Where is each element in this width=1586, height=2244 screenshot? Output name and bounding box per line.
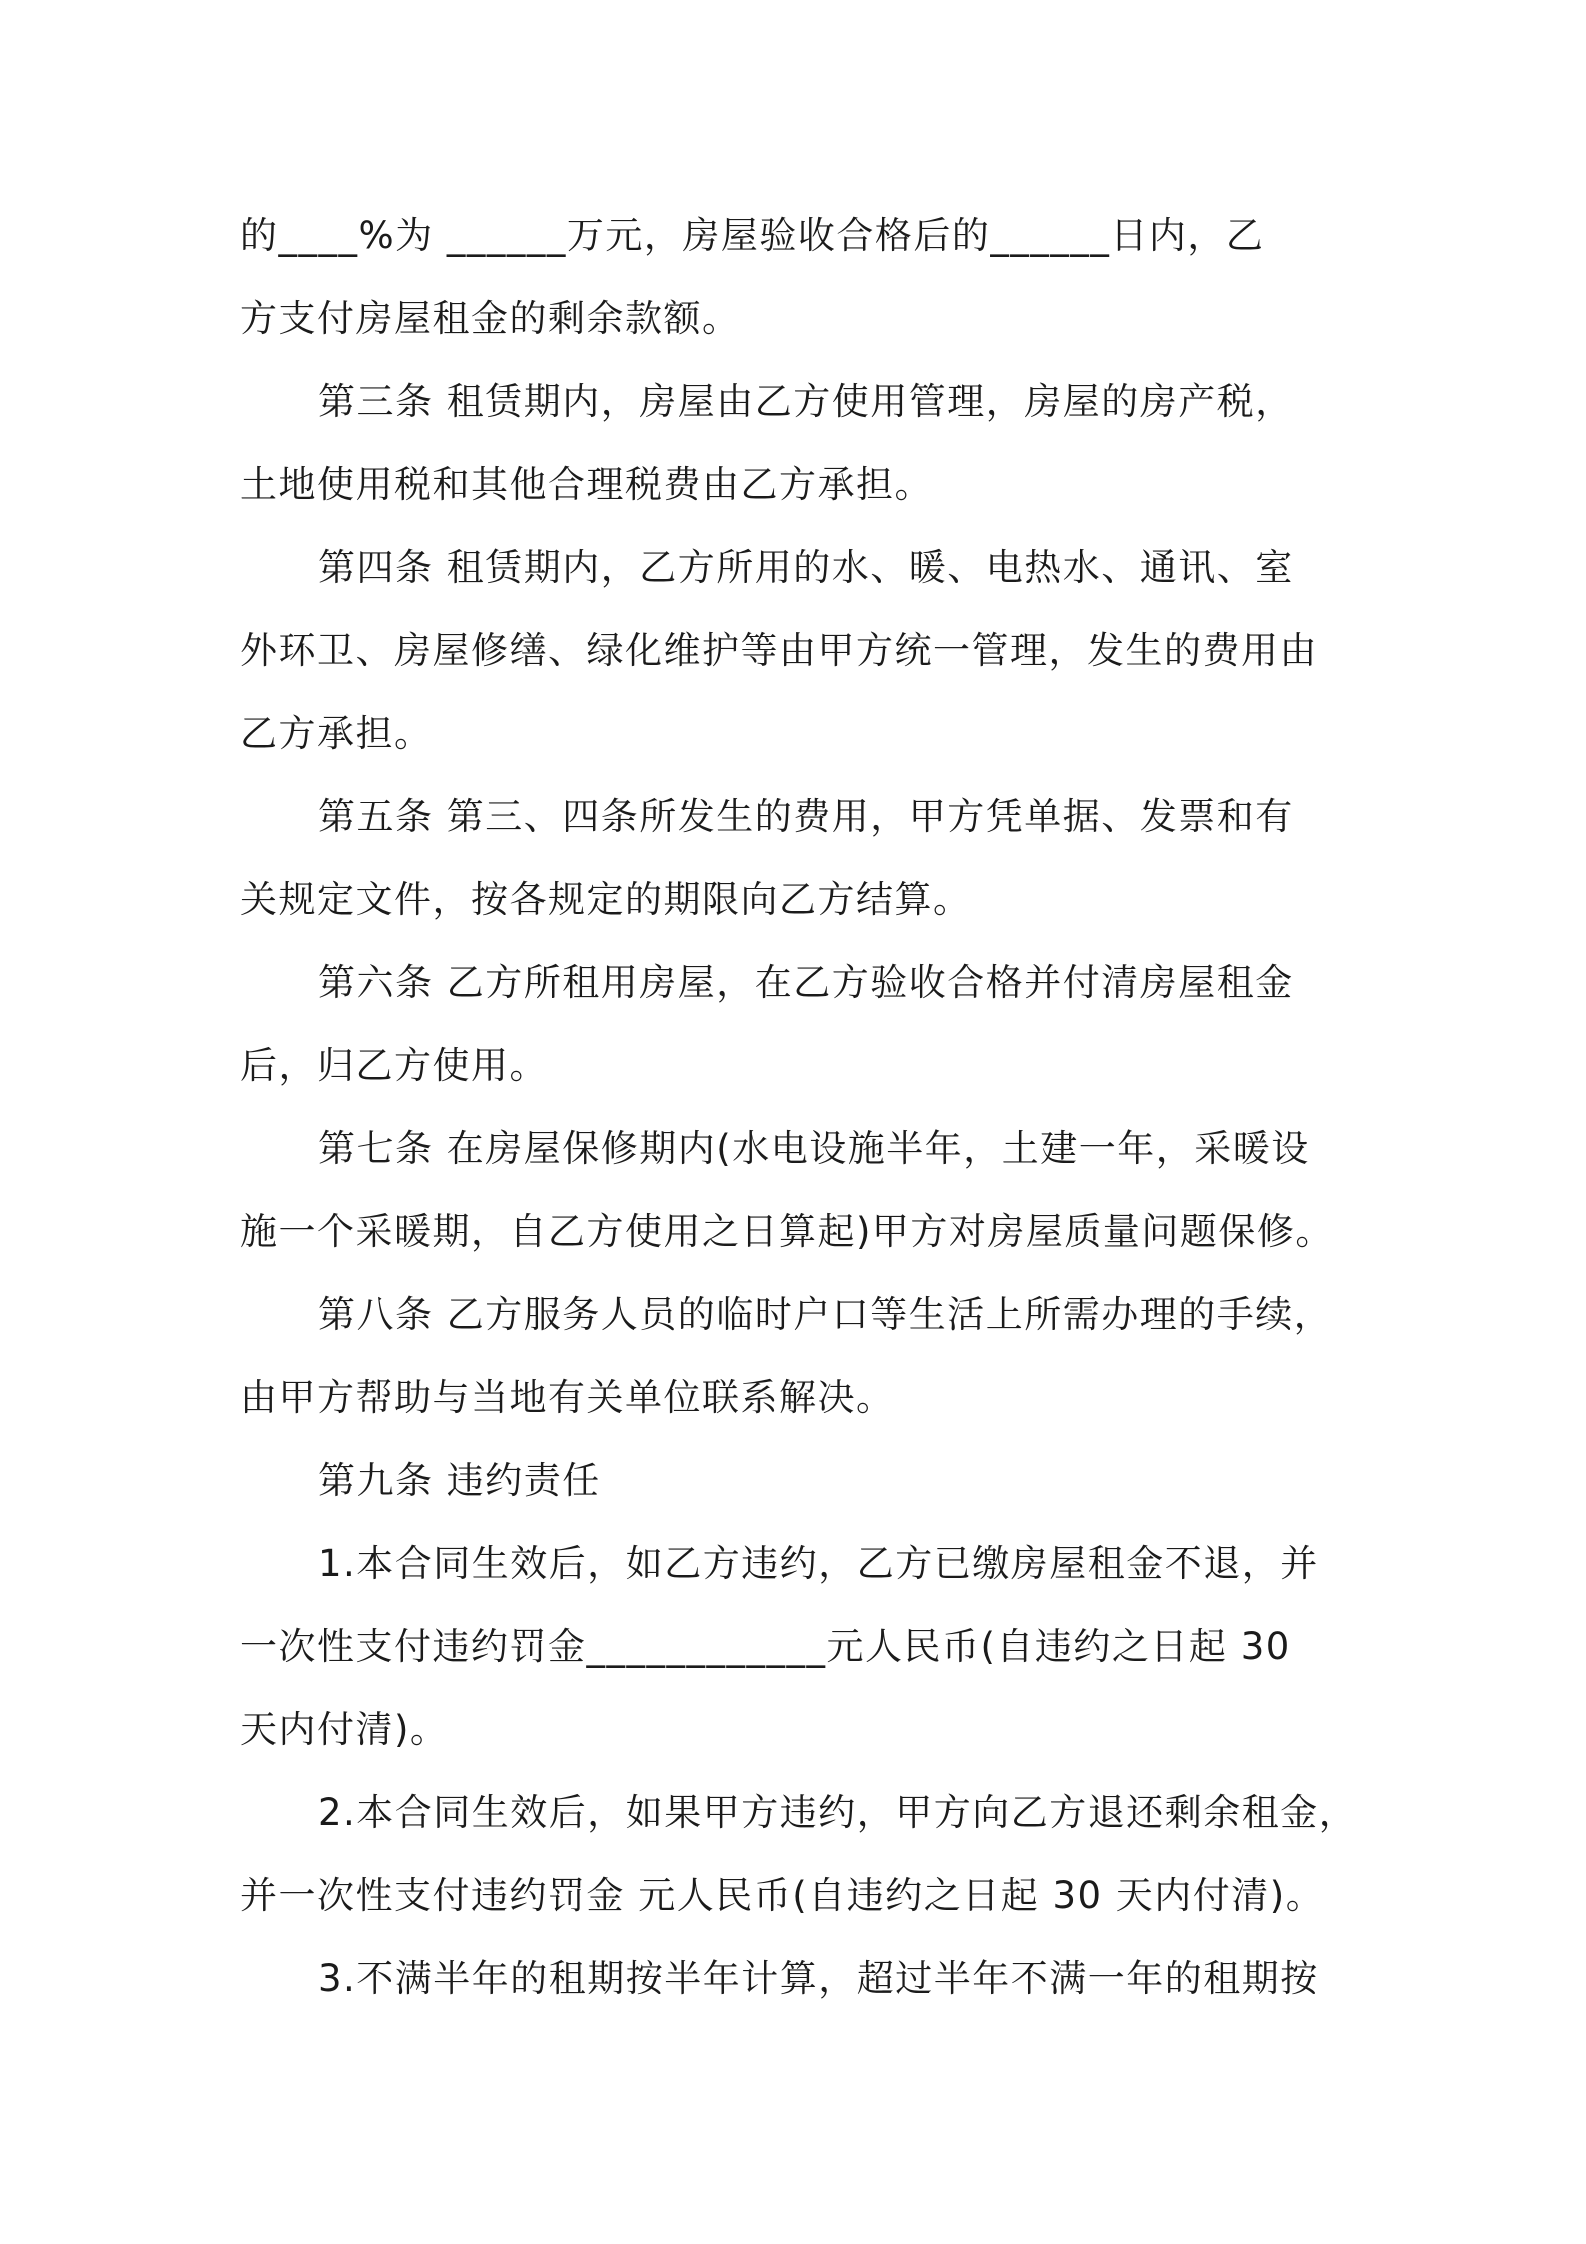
- text-line: 土地使用税和其他合理税费由乙方承担。: [240, 463, 933, 506]
- text-line: 第六条 乙方所租用房屋，在乙方验收合格并付清房屋租金: [318, 961, 1294, 1004]
- paragraph-article-8: [240, 1273, 1350, 1439]
- text-line: 天内付清)。: [240, 1708, 449, 1751]
- text-line: 第四条 租赁期内，乙方所用的水、暖、电热水、通讯、室: [318, 546, 1294, 589]
- text-line: 第九条 违约责任: [318, 1459, 601, 1502]
- paragraph-clause-1: [240, 1522, 1350, 1771]
- paragraph-clause-2: [240, 1771, 1358, 1937]
- paragraph-article-4: [240, 526, 1350, 775]
- paragraph-payment-terms: [240, 194, 1350, 360]
- text-line: 后，归乙方使用。: [240, 1044, 548, 1087]
- text-line: 第八条 乙方服务人员的临时户口等生活上所需办理的手续，: [318, 1293, 1333, 1336]
- text-line: 由甲方帮助与当地有关单位联系解决。: [240, 1376, 895, 1419]
- text-line: 外环卫、房屋修缮、绿化维护等由甲方统一管理，发生的费用由: [240, 629, 1318, 672]
- text-line: 关规定文件，按各规定的期限向乙方结算。: [240, 878, 972, 921]
- text-line: 第五条 第三、四条所发生的费用，甲方凭单据、发票和有: [318, 795, 1294, 838]
- paragraph-article-7: [240, 1107, 1350, 1273]
- paragraph-article-6: [240, 941, 1350, 1107]
- text-line: 施一个采暖期，自乙方使用之日算起)甲方对房屋质量问题保修。: [240, 1210, 1334, 1253]
- text-line: 并一次性支付违约罚金 元人民币(自违约之日起 30 天内付清)。: [240, 1874, 1325, 1917]
- contract-body: [240, 194, 1358, 2020]
- text-line: 第三条 租赁期内，房屋由乙方使用管理，房屋的房产税，: [318, 380, 1294, 423]
- text-line: 一次性支付违约罚金____________元人民币(自违约之日起 30: [240, 1625, 1291, 1668]
- text-line: 2.本合同生效后，如果甲方违约，甲方向乙方退还剩余租金，: [318, 1791, 1358, 1834]
- paragraph-article-9-heading: [240, 1439, 1350, 1522]
- paragraph-article-3: [240, 360, 1350, 526]
- paragraph-article-5: [240, 775, 1350, 941]
- text-line: 3.不满半年的租期按半年计算，超过半年不满一年的租期按: [318, 1957, 1319, 2000]
- text-line: 乙方承担。: [240, 712, 433, 755]
- paragraph-clause-3: [240, 1937, 1350, 2020]
- text-line: 方支付房屋租金的剩余款额。: [240, 297, 741, 340]
- text-line: 第七条 在房屋保修期内(水电设施半年，土建一年，采暖设: [318, 1127, 1310, 1170]
- text-line: 1.本合同生效后，如乙方违约，乙方已缴房屋租金不退，并: [318, 1542, 1319, 1585]
- text-line: 的____%为 ______万元，房屋验收合格后的______日内，乙: [240, 214, 1265, 257]
